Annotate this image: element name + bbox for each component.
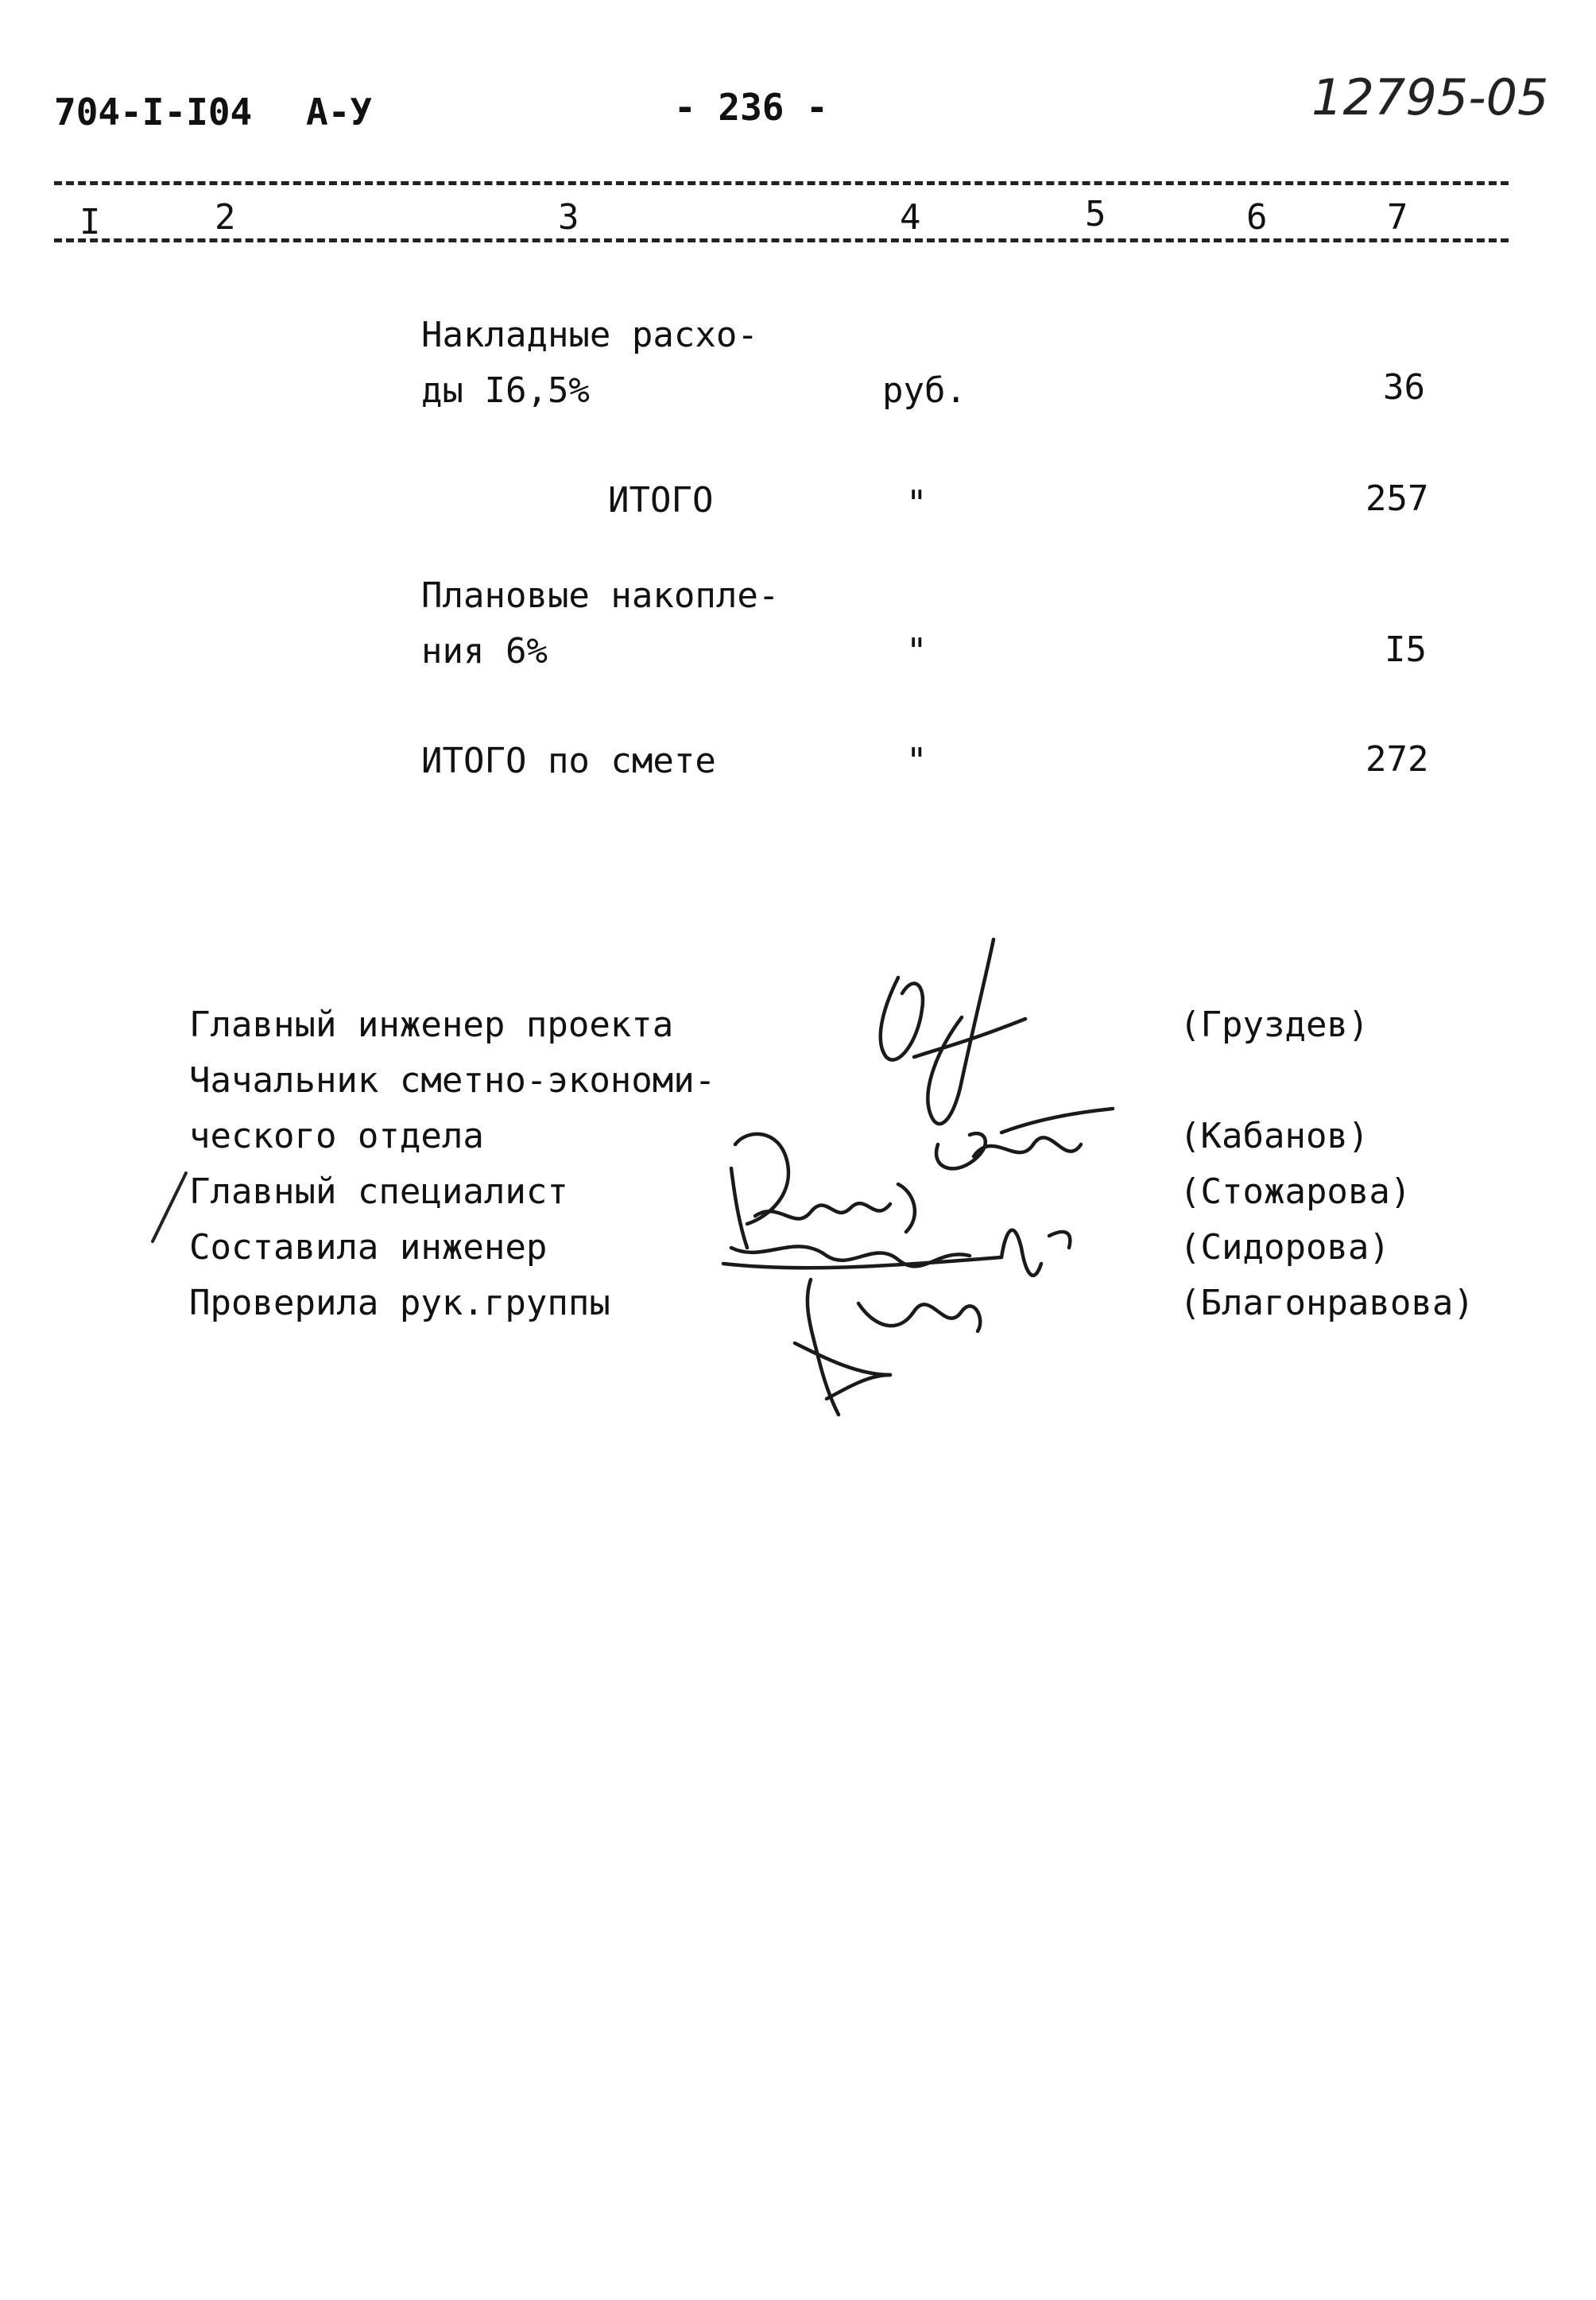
- header-dash-line-top: [54, 181, 1509, 185]
- row-estimate-total-label: ИТОГО по смете: [421, 741, 716, 781]
- signer-department-head-title-line2: ческого отдела: [189, 1116, 484, 1156]
- signer-chief-specialist-name: (Стожарова): [1180, 1171, 1412, 1212]
- row-planned-savings-label-line2: ния 6%: [421, 631, 548, 672]
- row-overhead-unit: руб.: [882, 370, 967, 411]
- archive-number: 12795-05: [1311, 68, 1549, 126]
- row-planned-savings-unit: ": [906, 631, 928, 672]
- signer-compiling-engineer-title: Составила инженер: [189, 1227, 548, 1268]
- column-number-7: 7: [1387, 197, 1408, 238]
- signer-chief-engineer-title: Главный инженер проекта: [189, 1005, 674, 1045]
- signer-chief-engineer-name: (Груздев): [1180, 1005, 1369, 1045]
- row-overhead-label-line2: ды I6,5%: [421, 370, 590, 411]
- signer-chief-specialist-title: Главный специалист: [189, 1171, 568, 1212]
- signer-department-head-name: (Кабанов): [1180, 1116, 1369, 1156]
- row-subtotal-label: ИТОГО: [608, 480, 714, 521]
- row-planned-savings-label-line1: Плановые накопле-: [421, 575, 780, 616]
- page-number: - 236 -: [674, 86, 828, 129]
- column-number-3: 3: [558, 197, 579, 238]
- handwritten-check-mark: [146, 1168, 194, 1248]
- signer-group-lead-name: (Благонравова): [1180, 1283, 1474, 1323]
- row-planned-savings-value: I5: [1385, 629, 1427, 670]
- sheet-mark: А-У: [306, 91, 373, 134]
- column-number-1: I: [79, 202, 101, 242]
- handwritten-signatures: [699, 930, 1145, 1423]
- row-overhead-label-line1: Накладные расхо-: [421, 315, 758, 355]
- column-number-4: 4: [900, 197, 921, 238]
- column-number-5: 5: [1085, 194, 1106, 234]
- row-estimate-total-value: 272: [1366, 739, 1429, 780]
- column-number-6: 6: [1246, 197, 1268, 238]
- header-dash-line-bottom: [54, 238, 1509, 242]
- signer-compiling-engineer-name: (Сидорова): [1180, 1227, 1390, 1268]
- column-number-2: 2: [215, 197, 236, 238]
- document-code: 704-I-I04: [54, 91, 253, 134]
- row-overhead-value: 36: [1383, 367, 1425, 408]
- signer-department-head-title-line1: Чачальник сметно-экономи-: [189, 1060, 716, 1101]
- row-subtotal-value: 257: [1366, 478, 1429, 519]
- row-subtotal-unit: ": [906, 483, 928, 524]
- signer-group-lead-title: Проверила рук.группы: [189, 1283, 610, 1323]
- row-estimate-total-unit: ": [906, 741, 928, 781]
